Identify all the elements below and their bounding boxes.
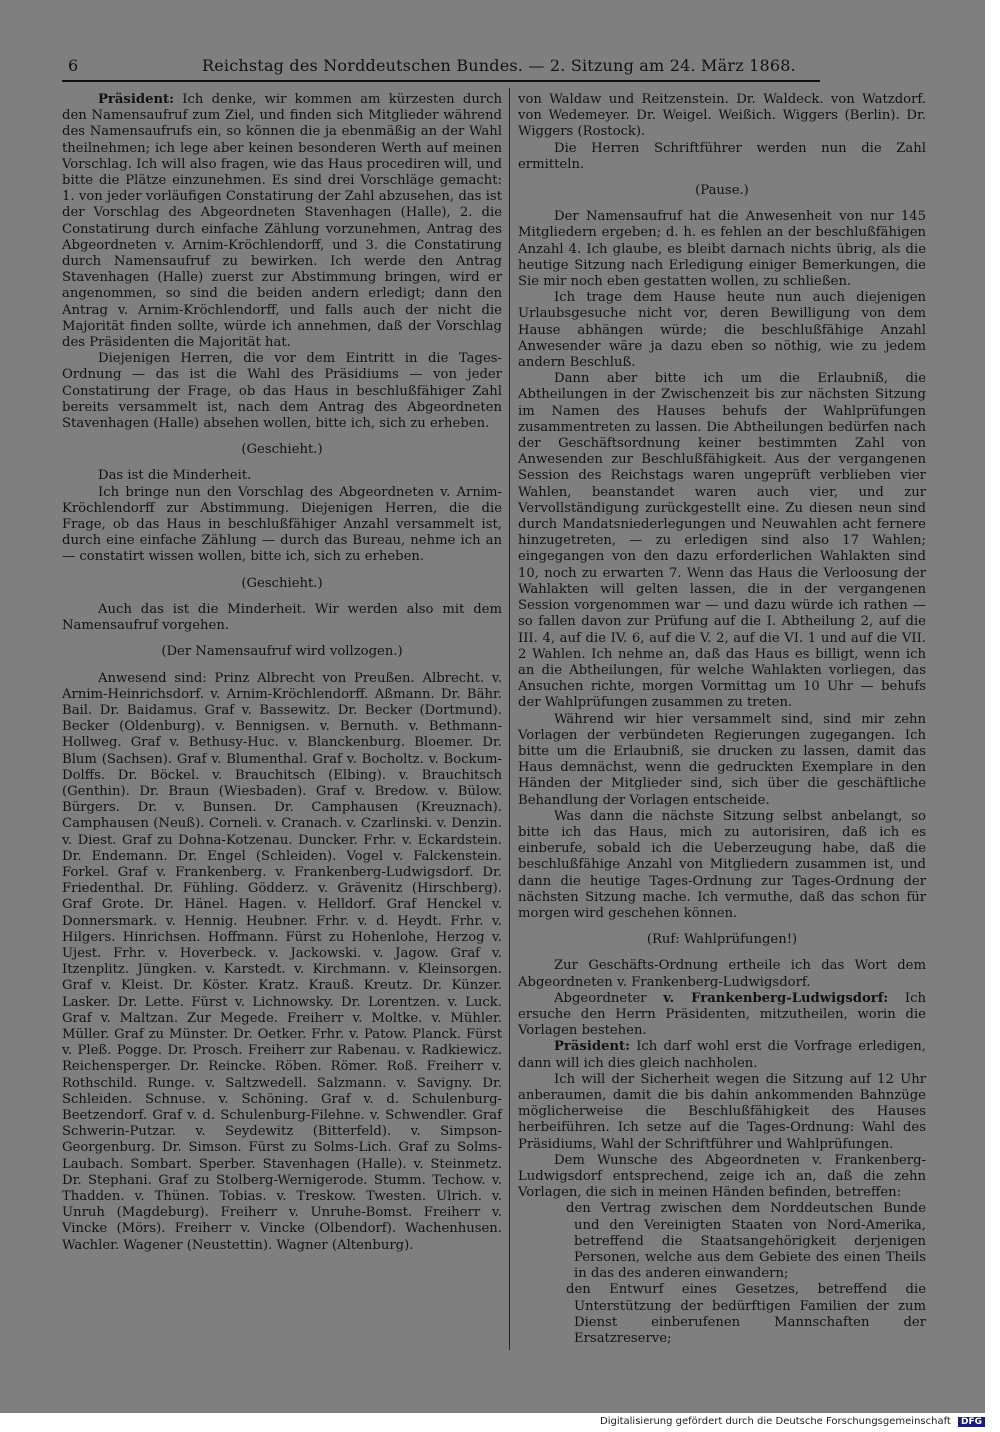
page-number: 6 — [68, 56, 79, 75]
paragraph — [518, 1072, 926, 1153]
paragraph — [518, 809, 926, 922]
speaker-name: Präsident: — [98, 92, 175, 107]
paragraph-text: den Vertrag zwischen dem Norddeutschen Bunde und den Vereinigten Staaten von Nord-Amerika, betreffend die Staatsangehörigkeit derjenigen Personen, welche aus dem Gebiete des einen Theils in das des anderen einwandern; — [566, 1201, 926, 1282]
page-margin — [985, 0, 1000, 1413]
paragraph-text: Ich darf wohl erst die Vorfrage erledigen, dann will ich dies gleich nachholen. — [518, 1039, 926, 1071]
paragraph-text: den Entwurf eines Gesetzes, betreffend die Unterstützung der bedürftigen Familien der zum Dienst einberufenen Mannschaften der Ersatzreserve; — [566, 1282, 926, 1347]
paragraph — [518, 958, 926, 990]
speaker-name: Präsident: — [554, 1039, 631, 1055]
stage-direction — [62, 442, 502, 458]
speaker-prefix: Abgeordneter — [554, 990, 647, 1006]
paragraph-text: Zur Geschäfts-Ordnung ertheile ich das Wort dem Abgeordneten v. Frankenberg-Ludwigsdorf. — [518, 958, 926, 990]
paragraph — [62, 468, 502, 484]
paragraph-text: Diejenigen Herren, die vor dem Eintritt in die Tages-Ordnung — das ist die Wahl des Präsidiums — von jeder Constatirung der Frage, ob das Haus in beschlußfähiger Zahl bereits versammelt ist, nach dem Antrag des Abgeordneten Stavenhagen (Halle) absehen wollen, bitte ich, sich zu erheben. — [62, 351, 502, 432]
paragraph-text: Was dann die nächste Sitzung selbst anbelangt, so bitte ich das Haus, mich zu autorisiren, daß ich es einberufe, sobald ich die Ueberzeugung habe, daß die beschlußfähige Anzahl von Mitgliedern zusammen ist, und dann die heutige Tages-Ordnung zur Tages-Ordnung der nächsten Sitzung mache. Ich vermuthe, daß das schon für morgen wird geschehen können. — [518, 808, 926, 921]
paragraph-text: Ich ersuche den Herrn Präsidenten, mitzutheilen, worin die Vorlagen bestehen. — [518, 990, 926, 1039]
paragraph — [62, 351, 502, 432]
paragraph-text: Ich bringe nun den Vorschlag des Abgeordneten v. Arnim-Kröchlendorff zur Abstimmung. Diejenigen Herren, die die Frage, ob das Haus in beschlußfähiger Anzahl versammelt ist, durch eine einfache Zählung — durch das Bureau, nehme ich an — constatirt wissen wollen, bitte ich, sich zu erheben. — [62, 484, 502, 565]
paragraph — [518, 1153, 926, 1202]
paragraph-text: Anwesend sind: Prinz Albrecht von Preußen. Albrecht. v. Arnim-Heinrichsdorf. v. Arnim-Kröchlendorff. Aßmann. Dr. Bähr. Bail. Dr. Baidamus. Graf v. Bassewitz. Dr. Becker (Dortmund). Becker (Oldenburg). v. Bennigsen. v. Bernuth. v. Bethmann-Hollweg. Graf v. Bethusy-Huc. v. Blanckenburg. Bloemer. Dr. Blum (Sachsen). Graf v. Blumenthal. Graf v. Bocholtz. v. Bockum-Dolffs. Dr. Böckel. v. Brauchitsch (Elbing). v. Brauchitsch (Genthin). Dr. Braun (Wiesbaden). Graf v. Bredow. v. Bülow. Bürgers. Dr. v. Bunsen. Dr. Camphausen (Kreuznach). Camphausen (Neuß). Corneli. v. Cranach. v. Czarlinski. v. Denzin. v. Diest. Graf zu Dohna-Kotzenau. Duncker. Frhr. v. Eckardstein. Dr. Endemann. Dr. Engel (Schleiden). Vogel v. Falckenstein. Forkel. Graf v. Frankenberg. v. Frankenberg-Ludwigsdorf. Dr. Friedenthal. Dr. Fühling. Gödderz. v. Grävenitz (Hirschberg). Graf Grote. Dr. Hänel. Hagen. v. Helldorf. Graf Henckel v. Donnersmark. v. Hennig. Heubner. Frhr. v. d. Heydt. Frhr. v. Hilgers. Hinrichsen. Hoffmann. Fürst zu Hohenlohe, Herzog v. Ujest. Frhr. v. Hoverbeck. v. Jackowski. v. Jagow. Graf v. Itzenplitz. Jüngken. v. Karstedt. v. Kirchmann. v. Kleinsorgen. Graf v. Kleist. Dr. Köster. Kratz. Krauß. Kreutz. Dr. Künzer. Lasker. Dr. Lette. Fürst v. Lichnowsky. Dr. Lorentzen. v. Luck. Graf v. Maltzan. Zur Megede. Freiherr v. Moltke. v. Mühler. Müller. Graf zu Münster. Dr. Oetker. Frhr. v. Patow. Planck. Fürst v. Pleß. Pogge. Dr. Prosch. Freiherr zur Rabenau. v. Radkiewicz. Reichensperger. Dr. Reincke. Röben. Römer. Roß. Freiherr v. Rothschild. Runge. v. Saltzwedell. Salzmann. v. Savigny. Dr. Schleiden. Schnuse. v. Schöning. Graf v. d. Schulenburg-Beetzendorf. Graf v. d. Schulenburg-Filehne. v. Schwendler. Graf Schwerin-Putzar. v. Seydewitz (Bitterfeld). v. Simpson-Georgenburg. Dr. Simson. Fürst zu Solms-Lich. Graf zu Solms-Laubach. Sombart. Sperber. Stavenhagen (Halle). v. Steinmetz. Dr. Stephani. Graf zu Stolberg-Wernigerode. Stumm. Techow. v. Thadden. v. Thünen. Tobias. v. Treskow. Twesten. Ulrich. v. Unruh (Magdeburg). Freiherr v. Unruhe-Bomst. Freiherr v. Vincke (Mörs). Freiherr v. Vincke (Olbendorf). Wachenhusen. Wachler. Wagener (Neustettin). Wagner (Altenburg). — [62, 670, 502, 1253]
paragraph-text: Dem Wunsche des Abgeordneten v. Frankenberg-Ludwigsdorf entsprechend, zeige ich an, daß die zehn Vorlagen, die sich in meinen Händen befinden, betreffen: — [518, 1152, 926, 1201]
right-column — [518, 92, 926, 1347]
paragraph — [62, 671, 502, 1254]
paragraph-text: Ich trage dem Hause heute nun auch diejenigen Urlaubsgesuche nicht vor, deren Bewilligung von dem Hause abhängen würde; die beschlußfähige Anzahl Anwesender wäre ja dazu eben so nöthig, wie zu jedem andern Beschluß. — [518, 290, 926, 371]
speaker-name: v. Frankenberg-Ludwigsdorf: — [663, 990, 889, 1006]
paragraph-text: (Der Namensaufruf wird vollzogen.) — [161, 644, 403, 660]
header-rule — [62, 80, 820, 82]
paragraph — [518, 1039, 926, 1071]
paragraph — [518, 290, 926, 371]
stage-direction — [518, 932, 926, 948]
stage-direction — [518, 183, 926, 199]
paragraph — [518, 712, 926, 809]
paragraph-text: Ich denke, wir kommen am kürzesten durch den Namensaufruf zum Ziel, und finden sich Mitglieder während des Namensaufrufs ein, so können die ja ebenmäßig an der Wahl theilnehmen; ich lege aber keinen besonderen Werth auf meinen Vorschlag. Ich will also fragen, wie das Haus procediren will, und bitte die Plätze einzunehmen. Es sind drei Vorschläge gemacht: 1. von jeder vorläufigen Constatirung der Zahl abzusehen, das ist der Vorschlag des Abgeordneten Stavenhagen (Halle), 2. die Constatirung durch einfache Zählung vorzunehmen, Antrag des Abgeordneten v. Arnim-Kröchlendorff, und 3. die Constatirung durch Namensaufruf zu bewirken. Ich werde den Antrag Stavenhagen (Halle) zuerst zur Abstimmung bringen, wird er angenommen, so sind die beiden andern erledigt; dann den Antrag v. Arnim-Kröchlendorff, und falls auch der nicht die Majorität finden sollte, würde ich annehmen, daß der Vorschlag des Präsidenten die Majorität hat. — [62, 92, 502, 351]
list-item — [566, 1201, 926, 1282]
left-column — [62, 92, 502, 1254]
paragraph-text: Auch das ist die Minderheit. Wir werden also mit dem Namensaufruf vorgehen. — [62, 601, 502, 634]
paragraph — [62, 92, 502, 351]
list-item — [566, 1282, 926, 1347]
column-divider — [509, 88, 510, 1350]
paragraph — [62, 485, 502, 566]
paragraph-text: Dann aber bitte ich um die Erlaubniß, die Abtheilungen in der Zwischenzeit bis zur nächsten Sitzung im Namen des Hauses behufs der Wahlprüfungen zusammentreten zu lassen. Die Abtheilungen bedürfen nach der Geschäftsordnung keiner bestimmten Zahl von Anwesenden zur Beschlußfähigkeit. Aus der vergangenen Session des Reichstags waren ungeprüft verblieben vier Wahlen, beanstandet waren auch vier, und zur Vervollständigung zurückgestellt eine. Zu diesen neun sind durch Mandatsniederlegungen und Neuwahlen acht fernere hinzugetreten, — zu erledigen sind also 17 Wahlen; eingegangen von den dazu erforderlichen Wahlakten sind 10, noch zu erwarten 7. Wenn das Haus die Verloosung der Wahlakten will gelten lassen, die in der vergangenen Session vorgenommen war — und dazu würde ich rathen — so fallen davon zur Prüfung auf die I. Abtheilung 2, auf die III. 4, auf die IV. 6, auf die V. 2, auf die VI. 1 und auf die VII. 2 Wahlen. Ich nehme an, daß das Haus es billigt, wenn ich an die Abtheilungen, für welche Wahlakten vorliegen, das Ansuchen richte, morgen Vormittag um 10 Uhr — behufs der Wahlprüfungen zusammen zu treten. — [518, 371, 926, 711]
stage-direction — [62, 644, 502, 660]
dfg-logo: DFG — [958, 1417, 985, 1427]
stage-direction — [62, 576, 502, 592]
paragraph-text: (Geschieht.) — [241, 442, 323, 458]
paragraph-text: Während wir hier versammelt sind, sind mir zehn Vorlagen der verbündeten Regierungen zugegangen. Ich bitte um die Erlaubniß, sie drucken zu lassen, damit das Haus demnächst, wenn die gedruckten Exemplare in den Händen der Mitglieder sind, sich über die geschäftliche Behandlung der Vorlagen entscheide. — [518, 711, 926, 808]
paragraph-text: Die Herren Schriftführer werden nun die Zahl ermitteln. — [518, 140, 926, 172]
page-header — [62, 56, 822, 78]
footer-text: Digitalisierung gefördert durch die Deutsche Forschungsgemeinschaft — [600, 1416, 951, 1427]
paragraph — [518, 991, 926, 1040]
paragraph-text: (Ruf: Wahlprüfungen!) — [646, 932, 798, 948]
paragraph — [62, 602, 502, 634]
paragraph — [518, 371, 926, 711]
paragraph — [518, 141, 926, 173]
paragraph-text: von Waldaw und Reitzenstein. Dr. Waldeck. von Watzdorf. von Wedemeyer. Dr. Weigel. Weißich. Wiggers (Berlin). Dr. Wiggers (Rostock). — [518, 92, 926, 140]
paragraph — [518, 209, 926, 290]
paragraph-text: (Pause.) — [695, 183, 749, 199]
footer — [600, 1416, 985, 1430]
paragraph-text: Ich will der Sicherheit wegen die Sitzung auf 12 Uhr anberaumen, damit die bis dahin ankommenden Bahnzüge möglicherweise die Beschlußfähigkeit des Hauses herbeiführen. Ich setze auf die Tages-Ordnung: Wahl des Präsidiums, Wahl der Schriftführer und Wahlprüfungen. — [518, 1071, 926, 1152]
paragraph-text: Der Namensaufruf hat die Anwesenheit von nur 145 Mitgliedern ergeben; d. h. es fehlen an der beschlußfähigen Anzahl 4. Ich glaube, es bleibt darnach nichts übrig, als die heutige Sitzung nach Erledigung einiger Bemerkungen, die Sie mir noch eben gestatten wollen, zu schließen. — [518, 209, 926, 290]
paragraph-text: Das ist die Minderheit. — [98, 468, 252, 484]
paragraph — [518, 92, 926, 141]
paragraph-text: (Geschieht.) — [241, 575, 323, 591]
running-title: Reichstag des Norddeutschen Bundes. — 2. Sitzung am 24. März 1868. — [202, 56, 796, 75]
